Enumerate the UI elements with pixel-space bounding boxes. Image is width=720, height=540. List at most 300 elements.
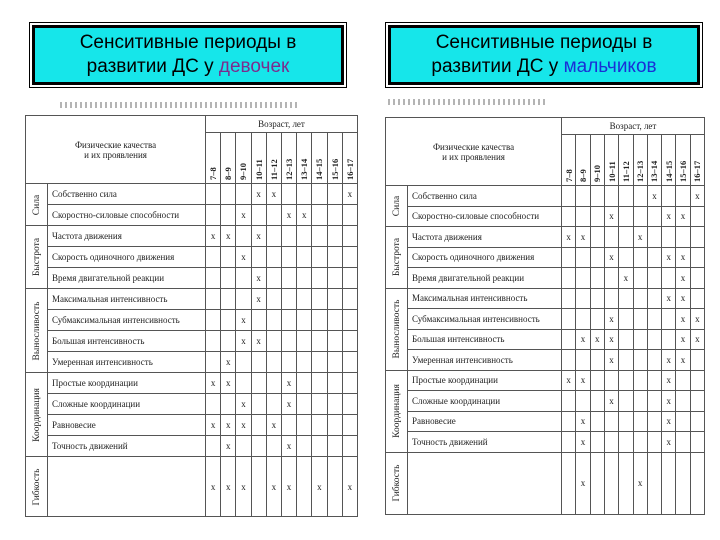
mark-cell (590, 432, 604, 453)
mark-cell (236, 268, 251, 289)
mark-cell (206, 289, 221, 310)
left-title-line1: Сенситивные периоды в (79, 32, 297, 53)
right-title-accent: мальчиков (563, 56, 657, 77)
mark-cell (562, 329, 576, 350)
right-scan-noise (388, 99, 548, 105)
mark-cell (647, 309, 661, 330)
header-qualities-line1: Физические качества (432, 141, 515, 152)
mark-cell (619, 370, 633, 391)
mark-cell (662, 268, 676, 289)
mark-cell (662, 452, 676, 514)
mark-cell: x (690, 186, 704, 207)
age-label: 14–15 (663, 160, 674, 182)
mark-cell (327, 247, 342, 268)
mark-cell: x (221, 436, 236, 457)
mark-cell (633, 247, 647, 268)
mark-cell (619, 391, 633, 412)
mark-cell: x (676, 350, 690, 371)
quality-cell (408, 452, 562, 514)
mark-cell (251, 394, 266, 415)
age-column-header (236, 133, 251, 184)
age-column-header (676, 135, 690, 186)
header-qualities-line2: и их проявления (442, 151, 505, 162)
age-label: 16–17 (692, 160, 703, 182)
mark-cell (251, 373, 266, 394)
age-column-header (662, 135, 676, 186)
mark-cell: x (221, 352, 236, 373)
mark-cell: x (562, 227, 576, 248)
mark-cell: x (633, 227, 647, 248)
mark-cell: x (662, 370, 676, 391)
age-label: 12–13 (284, 158, 295, 180)
mark-cell (647, 268, 661, 289)
mark-cell: x (251, 289, 266, 310)
group-name: Быстрота (391, 238, 402, 277)
mark-cell (690, 247, 704, 268)
mark-cell (266, 310, 281, 331)
mark-cell: x (562, 370, 576, 391)
mark-cell: x (676, 309, 690, 330)
mark-cell: x (590, 329, 604, 350)
mark-cell (251, 436, 266, 457)
mark-cell (206, 394, 221, 415)
mark-cell: x (662, 391, 676, 412)
mark-cell (647, 411, 661, 432)
mark-cell (576, 186, 590, 207)
mark-cell: x (342, 184, 357, 205)
mark-cell (590, 186, 604, 207)
mark-cell (633, 288, 647, 309)
mark-cell (342, 310, 357, 331)
mark-cell (342, 436, 357, 457)
mark-cell (281, 415, 296, 436)
mark-cell (251, 352, 266, 373)
mark-cell (690, 370, 704, 391)
mark-cell: x (662, 247, 676, 268)
age-label: 16–17 (344, 158, 355, 180)
mark-cell: x (221, 373, 236, 394)
mark-cell: x (281, 205, 296, 226)
mark-cell (576, 350, 590, 371)
quality-cell: Скорость одиночного движения (48, 247, 206, 268)
group-name: Сила (31, 194, 42, 215)
mark-cell (562, 206, 576, 227)
age-column-header (266, 133, 281, 184)
age-label: 15–16 (329, 158, 340, 180)
age-label: 11–12 (620, 161, 631, 182)
mark-cell (604, 452, 618, 514)
group-label (26, 457, 48, 517)
group-label (386, 227, 408, 289)
mark-cell (604, 288, 618, 309)
mark-cell (206, 247, 221, 268)
mark-cell (236, 226, 251, 247)
mark-cell (647, 391, 661, 412)
mark-cell (562, 411, 576, 432)
quality-cell: Скоростно-силовые способности (48, 205, 206, 226)
mark-cell (236, 289, 251, 310)
mark-cell (312, 373, 327, 394)
mark-cell (312, 226, 327, 247)
mark-cell (251, 310, 266, 331)
mark-cell (619, 288, 633, 309)
mark-cell (236, 373, 251, 394)
left-title-line2: развитии ДС у (86, 56, 219, 77)
mark-cell (327, 436, 342, 457)
group-name: Гибкость (31, 468, 42, 505)
mark-cell (562, 452, 576, 514)
header-qualities-line2: и их проявления (84, 149, 147, 160)
mark-cell (590, 206, 604, 227)
header-qualities (26, 116, 206, 184)
mark-cell (327, 226, 342, 247)
mark-cell (590, 288, 604, 309)
mark-cell: x (236, 247, 251, 268)
header-age: Возраст, лет (562, 118, 705, 135)
mark-cell (206, 268, 221, 289)
mark-cell (281, 331, 296, 352)
mark-cell (604, 268, 618, 289)
mark-cell (251, 457, 266, 517)
mark-cell (297, 331, 312, 352)
mark-cell (266, 373, 281, 394)
mark-cell (312, 415, 327, 436)
left-title-box (32, 25, 344, 85)
mark-cell (266, 436, 281, 457)
mark-cell (251, 415, 266, 436)
quality-cell: Частота движения (48, 226, 206, 247)
mark-cell: x (221, 415, 236, 436)
mark-cell: x (206, 226, 221, 247)
mark-cell (206, 205, 221, 226)
mark-cell (676, 227, 690, 248)
mark-cell (590, 411, 604, 432)
quality-cell: Максимальная интенсивность (408, 288, 562, 309)
mark-cell (690, 268, 704, 289)
mark-cell (676, 391, 690, 412)
mark-cell (676, 186, 690, 207)
mark-cell (590, 227, 604, 248)
group-name: Выносливость (31, 301, 42, 360)
mark-cell (297, 436, 312, 457)
mark-cell: x (236, 205, 251, 226)
mark-cell (562, 268, 576, 289)
mark-cell (690, 432, 704, 453)
mark-cell (662, 227, 676, 248)
age-label: 13–14 (649, 160, 660, 182)
mark-cell (221, 247, 236, 268)
group-label (386, 452, 408, 514)
quality-cell: Время двигательной реакции (48, 268, 206, 289)
age-column-header (312, 133, 327, 184)
mark-cell (297, 289, 312, 310)
mark-cell (266, 394, 281, 415)
age-column-header (206, 133, 221, 184)
mark-cell: x (662, 350, 676, 371)
age-label: 13–14 (299, 158, 310, 180)
mark-cell: x (576, 329, 590, 350)
group-label (26, 184, 48, 226)
mark-cell (266, 289, 281, 310)
quality-cell: Умеренная интенсивность (48, 352, 206, 373)
group-label (26, 373, 48, 457)
mark-cell: x (206, 415, 221, 436)
header-qualities-line1: Физические качества (74, 139, 157, 150)
mark-cell (266, 268, 281, 289)
mark-cell (266, 331, 281, 352)
age-label: 14–15 (314, 158, 325, 180)
right-sensitive-periods-table (385, 117, 705, 515)
mark-cell (619, 452, 633, 514)
mark-cell (562, 432, 576, 453)
mark-cell (327, 268, 342, 289)
mark-cell (590, 247, 604, 268)
mark-cell (312, 310, 327, 331)
age-label: 15–16 (678, 160, 689, 182)
mark-cell: x (676, 206, 690, 227)
mark-cell (312, 184, 327, 205)
mark-cell: x (221, 457, 236, 517)
group-label (26, 289, 48, 373)
mark-cell (633, 432, 647, 453)
age-column-header (633, 135, 647, 186)
mark-cell (562, 247, 576, 268)
mark-cell (619, 309, 633, 330)
mark-cell (633, 350, 647, 371)
left-sensitive-periods-table (25, 115, 358, 517)
group-label (26, 226, 48, 289)
mark-cell (647, 206, 661, 227)
mark-cell (619, 247, 633, 268)
group-label (386, 370, 408, 452)
mark-cell (297, 184, 312, 205)
mark-cell (266, 226, 281, 247)
mark-cell (576, 288, 590, 309)
mark-cell (297, 457, 312, 517)
mark-cell (604, 370, 618, 391)
mark-cell (312, 289, 327, 310)
mark-cell (676, 411, 690, 432)
mark-cell: x (676, 288, 690, 309)
mark-cell (312, 247, 327, 268)
group-name: Гибкость (391, 464, 402, 502)
mark-cell (342, 331, 357, 352)
mark-cell (676, 370, 690, 391)
mark-cell (576, 309, 590, 330)
mark-cell (590, 370, 604, 391)
mark-cell (297, 247, 312, 268)
quality-cell: Субмаксимальная интенсивность (408, 309, 562, 330)
age-label: 7–8 (208, 167, 219, 180)
quality-cell: Умеренная интенсивность (408, 350, 562, 371)
mark-cell (604, 411, 618, 432)
mark-cell (221, 310, 236, 331)
mark-cell: x (576, 411, 590, 432)
mark-cell (676, 432, 690, 453)
mark-cell: x (266, 457, 281, 517)
mark-cell: x (281, 457, 296, 517)
mark-cell (619, 350, 633, 371)
mark-cell: x (676, 329, 690, 350)
mark-cell (562, 391, 576, 412)
mark-cell (342, 268, 357, 289)
header-qualities (386, 118, 562, 186)
mark-cell (327, 373, 342, 394)
mark-cell (281, 184, 296, 205)
mark-cell (690, 227, 704, 248)
mark-cell (619, 227, 633, 248)
mark-cell: x (676, 268, 690, 289)
age-column-header (690, 135, 704, 186)
mark-cell: x (342, 457, 357, 517)
age-column-header (590, 135, 604, 186)
quality-cell: Равновесие (408, 411, 562, 432)
quality-cell: Простые координации (408, 370, 562, 391)
mark-cell (562, 186, 576, 207)
mark-cell (236, 184, 251, 205)
mark-cell (604, 432, 618, 453)
mark-cell (251, 247, 266, 268)
age-label: 10–11 (606, 161, 617, 182)
mark-cell (327, 205, 342, 226)
mark-cell (206, 331, 221, 352)
mark-cell (633, 268, 647, 289)
mark-cell (221, 268, 236, 289)
quality-cell: Большая интенсивность (408, 329, 562, 350)
mark-cell: x (690, 329, 704, 350)
mark-cell (297, 352, 312, 373)
mark-cell (619, 186, 633, 207)
mark-cell: x (236, 331, 251, 352)
age-column-header (281, 133, 296, 184)
mark-cell (590, 268, 604, 289)
mark-cell (562, 288, 576, 309)
right-title-box (388, 25, 700, 85)
mark-cell (647, 247, 661, 268)
mark-cell (690, 206, 704, 227)
mark-cell (297, 394, 312, 415)
mark-cell: x (690, 309, 704, 330)
mark-cell: x (312, 457, 327, 517)
mark-cell (633, 329, 647, 350)
mark-cell: x (604, 391, 618, 412)
mark-cell (281, 268, 296, 289)
group-label (386, 288, 408, 370)
mark-cell: x (662, 288, 676, 309)
mark-cell (236, 352, 251, 373)
mark-cell (633, 309, 647, 330)
group-name: Быстрота (31, 237, 42, 277)
mark-cell (281, 226, 296, 247)
mark-cell (297, 310, 312, 331)
quality-cell: Сложные координации (48, 394, 206, 415)
mark-cell (590, 391, 604, 412)
mark-cell (647, 288, 661, 309)
mark-cell: x (251, 226, 266, 247)
mark-cell: x (662, 432, 676, 453)
quality-cell: Равновесие (48, 415, 206, 436)
mark-cell (206, 184, 221, 205)
mark-cell (327, 289, 342, 310)
age-label: 9–10 (238, 163, 249, 180)
age-label: 9–10 (592, 165, 603, 182)
mark-cell: x (251, 268, 266, 289)
mark-cell (312, 352, 327, 373)
mark-cell: x (604, 247, 618, 268)
mark-cell: x (236, 310, 251, 331)
mark-cell (576, 247, 590, 268)
mark-cell (221, 331, 236, 352)
age-column-header (297, 133, 312, 184)
mark-cell: x (647, 186, 661, 207)
mark-cell (576, 268, 590, 289)
mark-cell (647, 350, 661, 371)
mark-cell: x (281, 373, 296, 394)
mark-cell (281, 352, 296, 373)
group-name: Координация (391, 384, 402, 438)
mark-cell (633, 370, 647, 391)
mark-cell: x (206, 373, 221, 394)
mark-cell (562, 350, 576, 371)
quality-cell: Максимальная интенсивность (48, 289, 206, 310)
mark-cell (590, 350, 604, 371)
group-label (386, 186, 408, 227)
mark-cell: x (676, 247, 690, 268)
age-column-header (576, 135, 590, 186)
mark-cell (690, 452, 704, 514)
age-label: 12–13 (635, 160, 646, 182)
age-column-header (604, 135, 618, 186)
quality-cell: Скоростно-силовые способности (408, 206, 562, 227)
mark-cell (327, 415, 342, 436)
mark-cell (297, 268, 312, 289)
mark-cell: x (266, 415, 281, 436)
mark-cell (619, 411, 633, 432)
mark-cell (312, 331, 327, 352)
left-title-accent: девочек (218, 56, 290, 77)
quality-cell (48, 457, 206, 517)
mark-cell: x (206, 457, 221, 517)
mark-cell: x (297, 205, 312, 226)
mark-cell (690, 411, 704, 432)
mark-cell: x (633, 452, 647, 514)
age-label: 11–12 (268, 159, 279, 180)
mark-cell: x (604, 309, 618, 330)
mark-cell (327, 184, 342, 205)
quality-cell: Сложные координации (408, 391, 562, 412)
mark-cell (619, 432, 633, 453)
mark-cell (327, 352, 342, 373)
mark-cell (619, 206, 633, 227)
quality-cell: Точность движений (48, 436, 206, 457)
mark-cell: x (576, 432, 590, 453)
mark-cell (327, 331, 342, 352)
mark-cell (342, 415, 357, 436)
mark-cell (251, 205, 266, 226)
mark-cell (206, 310, 221, 331)
mark-cell (281, 289, 296, 310)
right-title-line1: Сенситивные периоды в (435, 32, 653, 53)
mark-cell (662, 329, 676, 350)
mark-cell (236, 436, 251, 457)
group-name: Координация (31, 387, 42, 442)
mark-cell (297, 373, 312, 394)
mark-cell (266, 247, 281, 268)
mark-cell (633, 186, 647, 207)
left-scan-noise (60, 102, 300, 108)
mark-cell: x (281, 436, 296, 457)
mark-cell (576, 206, 590, 227)
